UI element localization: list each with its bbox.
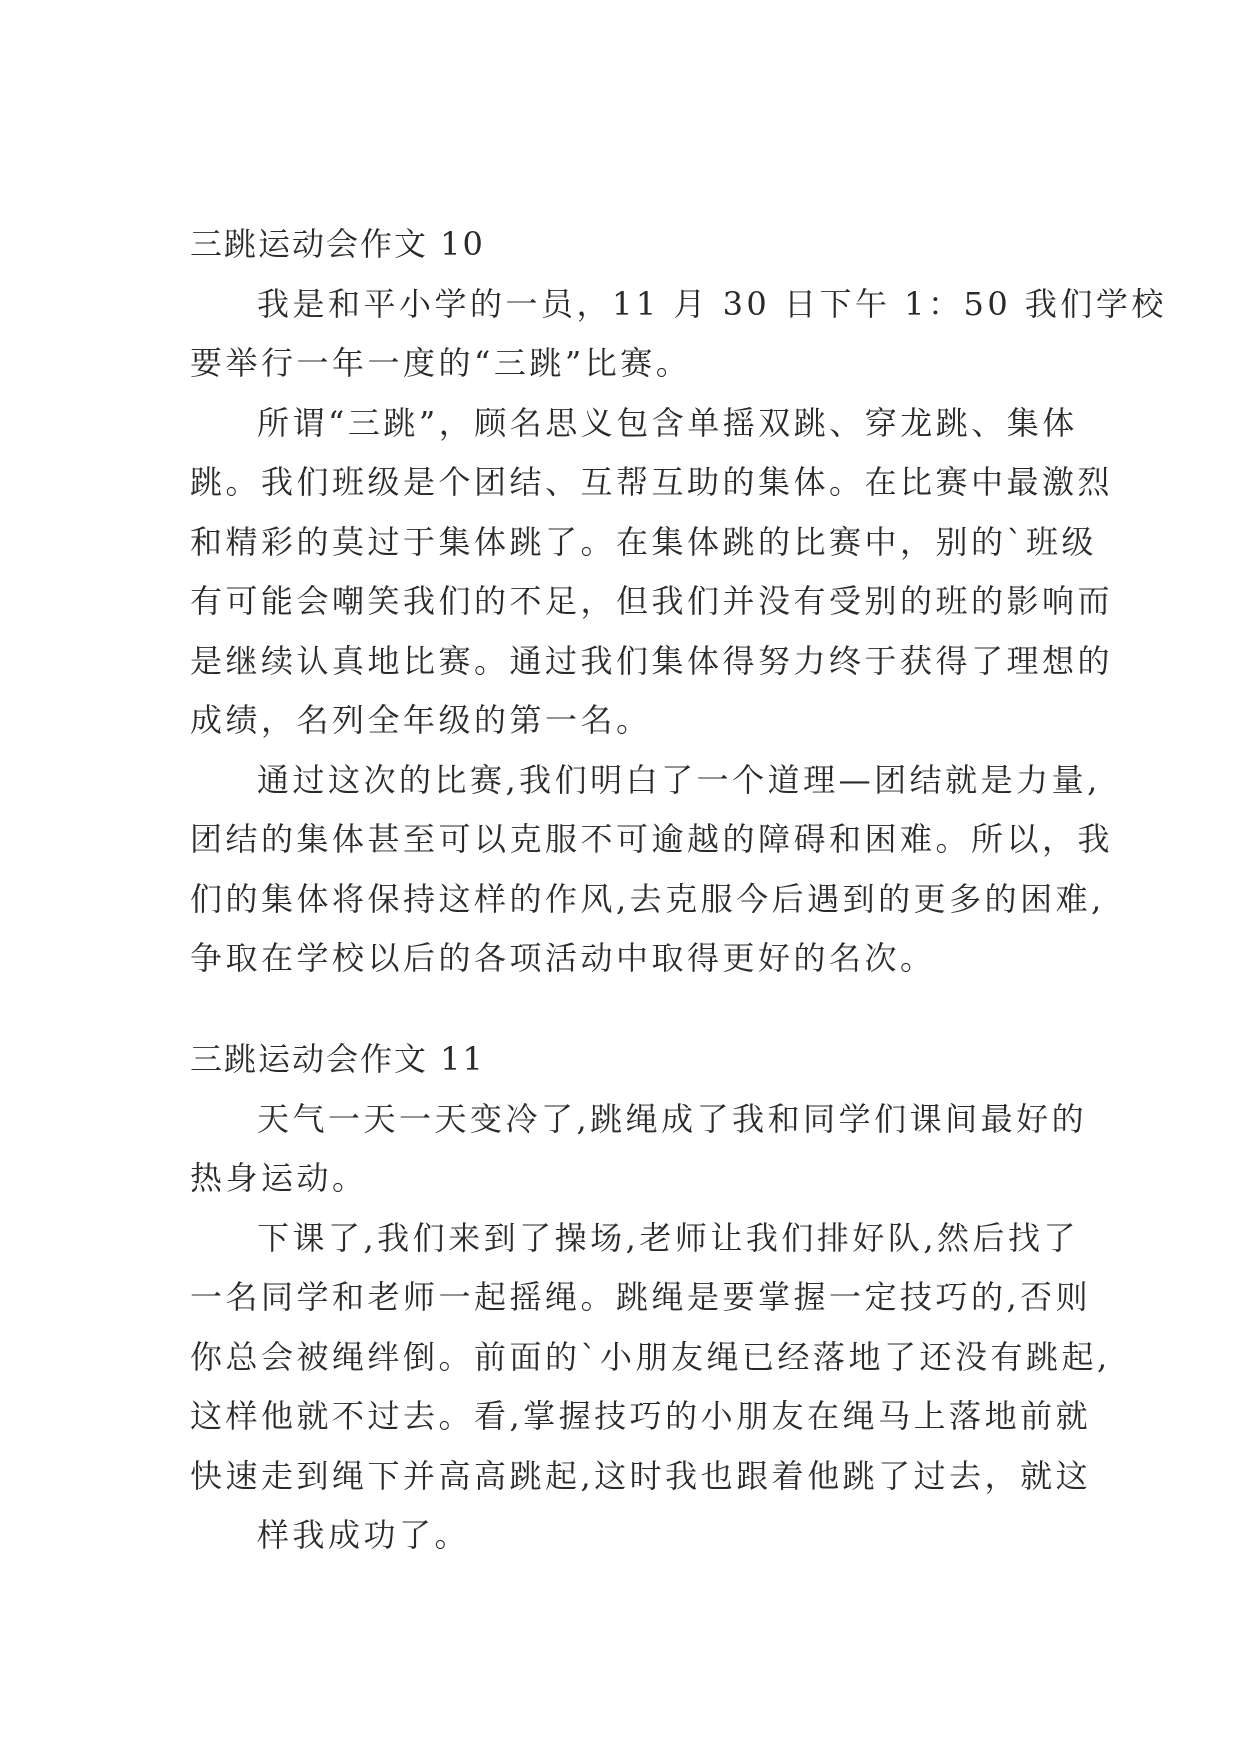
- essay-title: 三跳运动会作文 11: [190, 1040, 485, 1078]
- paragraph: [190, 1506, 1070, 1566]
- paragraph: [190, 1090, 1088, 1209]
- text-line: 们的集体将保持这样的作风,去克服今后遇到的更多的困难,: [190, 879, 1105, 918]
- text-line: 样我成功了。: [257, 1516, 471, 1554]
- paragraph: [190, 275, 1167, 394]
- paragraph: [190, 394, 1114, 751]
- essay-10: [190, 215, 1167, 989]
- text-line: 争取在学校以后的各项活动中取得更好的名次。: [190, 939, 936, 977]
- paragraph: [190, 1209, 1111, 1507]
- text-line: 通过这次的比赛,我们明白了一个道理—团结就是力量,: [257, 760, 1101, 799]
- text-line: 有可能会嘲笑我们的不足，但我们并没有受别的班的影响而: [190, 582, 1114, 620]
- text-line: 下课了,我们来到了操场,老师让我们排好队,然后找了: [257, 1218, 1080, 1257]
- text-line: 热身运动。: [190, 1159, 368, 1197]
- paragraph: [190, 751, 1114, 989]
- essay-11: [190, 1030, 1111, 1566]
- text-line: 是继续认真地比赛。通过我们集体得努力终于获得了理想的: [190, 641, 1114, 680]
- text-line: 要举行一年一度的“三跳”比赛。: [190, 344, 692, 382]
- text-line: 团结的集体甚至可以克服不可逾越的障碍和困难。所以，我: [190, 820, 1114, 858]
- text-line: 和精彩的莫过于集体跳了。在集体跳的比赛中，别的`班级: [190, 522, 1098, 561]
- text-line: 你总会被绳绊倒。前面的`小朋友绳已经落地了还没有跳起,: [190, 1337, 1111, 1376]
- text-line: 跳。我们班级是个团结、互帮互助的集体。在比赛中最激烈: [190, 463, 1114, 501]
- text-line: 成绩，名列全年级的第一名。: [190, 701, 652, 739]
- text-line: 一名同学和老师一起摇绳。跳绳是要掌握一定技巧的,否则: [190, 1278, 1092, 1316]
- essay-title: 三跳运动会作文 10: [190, 225, 485, 263]
- text-line: 所谓“三跳”，顾名思义包含单摇双跳、穿龙跳、集体: [257, 403, 1078, 442]
- text-line: 快速走到绳下并高高跳起,这时我也跟着他跳了过去，就这: [190, 1456, 1092, 1495]
- text-line: 天气一天一天变冷了,跳绳成了我和同学们课间最好的: [257, 1099, 1088, 1138]
- text-line: 这样他就不过去。看,掌握技巧的小朋友在绳马上落地前就: [190, 1397, 1092, 1435]
- text-line: 我是和平小学的一员，11 月 30 日下午 1：50 我们学校: [257, 284, 1167, 323]
